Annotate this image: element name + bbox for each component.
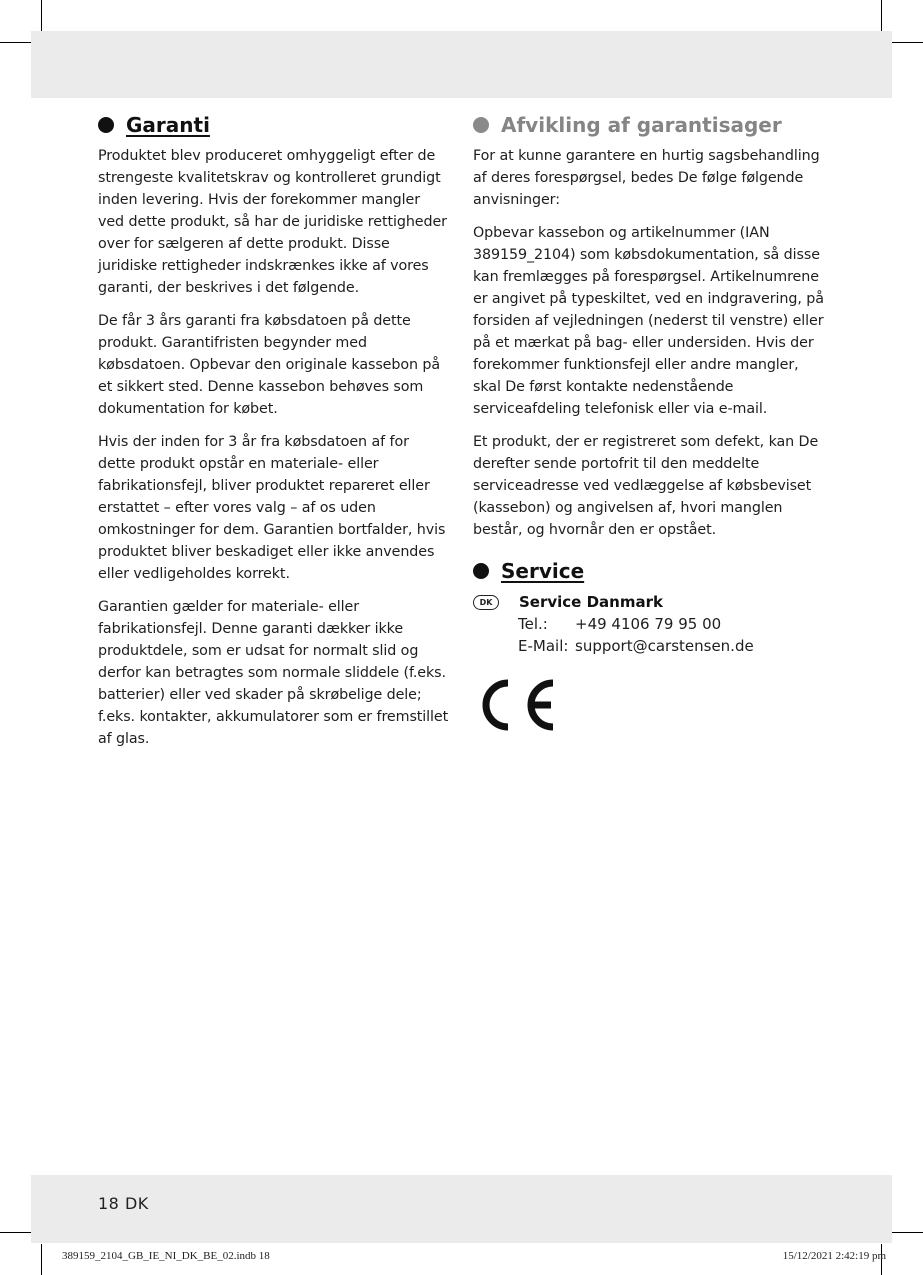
page-number: 18 DK xyxy=(98,1194,149,1213)
bullet-icon xyxy=(473,563,489,579)
right-column xyxy=(473,112,828,739)
email-label: E-Mail: xyxy=(518,637,569,655)
garanti-paragraph: Garantien gælder for materiale- eller fabrikationsfejl. Denne garanti dækker ikke produktdele, som er udsat for normalt slid og derfor kan betragtes som normale sliddele (f.eks. batterier) eller ved skader på skrøbelige dele; f.eks. kontakter, akkumulatorer som er fremstillet af glas. xyxy=(98,599,449,747)
crop-mark xyxy=(41,0,42,31)
header-band xyxy=(31,31,892,98)
crop-mark xyxy=(881,0,882,31)
garanti-paragraph: Produktet blev produceret omhyggeligt efter de strengeste kvalitetskrav og kontrolleret grundigt inden levering. Hvis der forekommer mangler ved dette produkt, så har de juridiske rettigheder over for sælgeren af dette produkt. Disse juridiske rettigheder indskrænkes ikke af vores garanti, der beskrives i det følgende. xyxy=(98,148,447,296)
service-tel-row xyxy=(473,613,828,635)
garanti-heading xyxy=(98,112,450,138)
tel-label: Tel.: xyxy=(518,615,548,633)
afvikling-heading-text: Afvikling af garantisager xyxy=(501,113,782,137)
tel-value: +49 4106 79 95 00 xyxy=(575,615,722,633)
garanti-paragraph: De får 3 års garanti fra købsdatoen på dette produkt. Garantifristen begynder med købsdatoen. Opbevar den originale kassebon på et sikkert sted. Denne kassebon behøves som dokumentation for købet. xyxy=(98,313,441,417)
service-title-row xyxy=(473,591,828,613)
garanti-paragraph: Hvis der inden for 3 år fra købsdatoen af for dette produkt opstår en materiale- eller fabrikationsfejl, bliver produktet repareret eller erstattet – efter vores valg – af os uden omkostninger for dem. Garantien bortfalder, hvis produktet bliver beskadiget eller ikke anvendes eller vedligeholdes korrekt. xyxy=(98,434,446,582)
bullet-icon xyxy=(473,117,489,133)
left-column xyxy=(98,112,450,761)
crop-mark xyxy=(0,42,31,43)
service-email-row xyxy=(473,635,828,657)
file-info: 389159_2104_GB_IE_NI_DK_BE_02.indb 18 xyxy=(62,1250,270,1262)
crop-mark xyxy=(892,1232,923,1233)
crop-mark xyxy=(892,42,923,43)
afvikling-paragraph: Et produkt, der er registreret som defekt, kan De derefter sende portofrit til den meddelte serviceadresse ved vedlæggelse af købsbeviset (kassebon) og angivelsen af, hvori manglen består, og hvornår den er opstået. xyxy=(473,434,819,538)
crop-mark xyxy=(41,1244,42,1275)
ce-mark-icon xyxy=(475,675,828,739)
footer-band xyxy=(31,1175,892,1243)
bullet-icon xyxy=(98,117,114,133)
print-timestamp: 15/12/2021 2:42:19 pm xyxy=(782,1250,886,1262)
afvikling-heading xyxy=(473,112,828,138)
country-badge: DK xyxy=(473,595,499,610)
service-heading-text: Service xyxy=(501,559,585,583)
garanti-heading-text: Garanti xyxy=(126,113,210,137)
afvikling-paragraph: For at kunne garantere en hurtig sagsbehandling af deres forespørgsel, bedes De følge følgende anvisninger: xyxy=(473,148,820,208)
service-heading xyxy=(473,558,828,584)
afvikling-paragraph: Opbevar kassebon og artikelnummer (IAN 389159_2104) som købsdokumentation, så disse kan fremlægges på forespørgsel. Artikelnumrene er angivet på typeskiltet, ved en indgravering, på forsiden af vejledningen (nederst til venstre) eller på et mærkat på bag- eller undersiden. Hvis der forekommer funktionsfejl eller andre mangler, skal De først kontakte nedenstående serviceafdeling telefonisk eller via e-mail. xyxy=(473,225,824,417)
ce-mark-graphic xyxy=(475,675,557,735)
service-title: Service Danmark xyxy=(519,593,663,611)
crop-mark xyxy=(0,1232,31,1233)
email-value: support@carstensen.de xyxy=(575,637,754,655)
